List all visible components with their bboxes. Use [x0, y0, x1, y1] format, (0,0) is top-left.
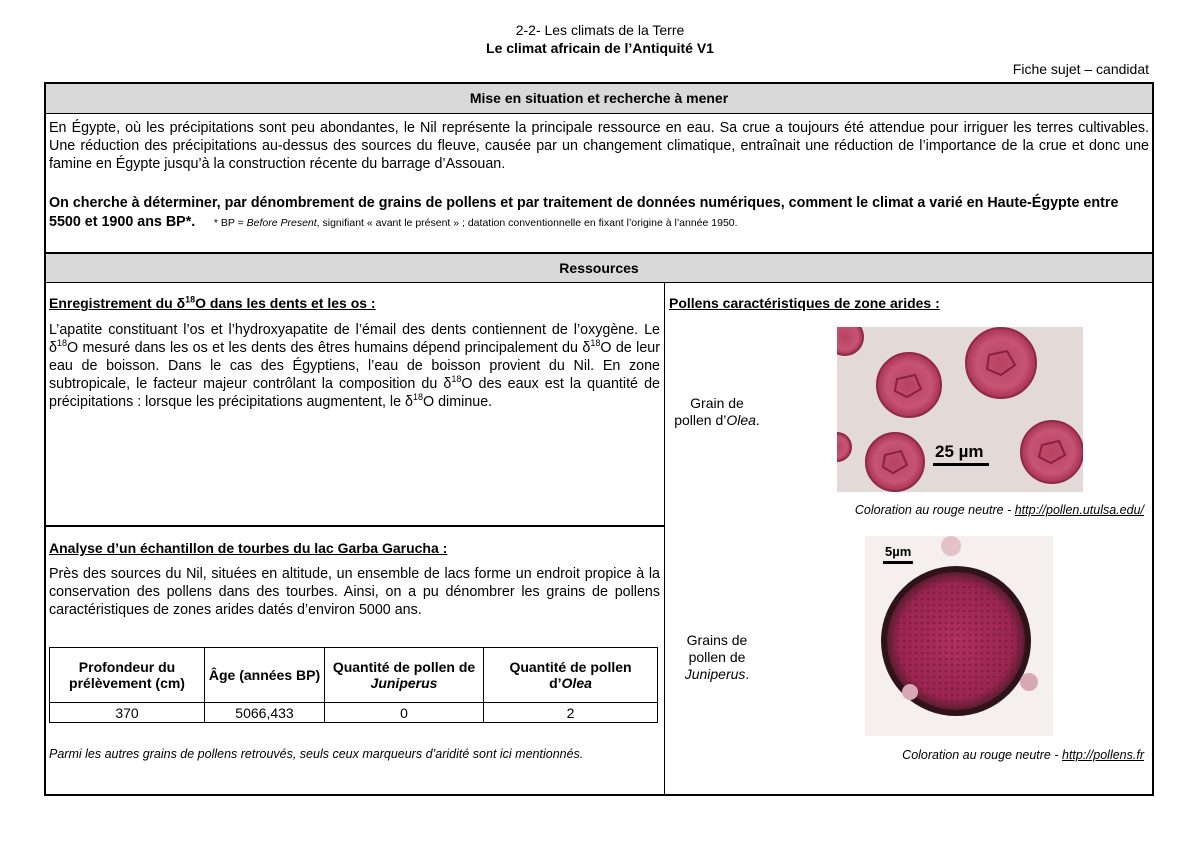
section-heading-ressources: Ressources [46, 252, 1152, 283]
olea-grain [866, 433, 924, 491]
olea-grain [1021, 421, 1083, 483]
juniperus-scale-label: 5µm [885, 544, 912, 559]
table-footnote: Parmi les autres grains de pollens retrouvés, seuls ceux marqueurs d’aridité sont ici mentionnés. [49, 747, 584, 761]
olea-pollen-micrograph [837, 327, 1083, 492]
olea-caption: Coloration au rouge neutre - http://pollen.utulsa.edu/ [854, 503, 1144, 517]
juniperus-label: Grains de pollen de Juniperus. [684, 632, 750, 682]
juniperus-scale-bar [883, 561, 913, 564]
analyse-section-title: Analyse d’un échantillon de tourbes du lac Garba Garucha : [49, 540, 448, 556]
juniperus-source-link[interactable]: http://pollens.fr [1062, 748, 1144, 762]
chapter-heading: 2-2- Les climats de la Terre [515, 22, 685, 38]
fiche-label: Fiche sujet – candidat [1012, 61, 1149, 77]
intro-paragraph: En Égypte, où les précipitations sont peu abondantes, le Nil représente la principale ressource en eau. Sa crue a toujours été attendue pour irriguer les terres cultivables. Une réduction des précipitations au-dessus des sources du fleuve, causée par un changement climatique, entraînait une réduction de l’importance de la crue et donc une famine en Égypte jusqu’à la construction récente du barrage d’Assouan. [49, 120, 1149, 172]
juniperus-pollen-micrograph [865, 536, 1053, 736]
col-olea: Quantité de pollen d’Olea [484, 648, 658, 703]
section-heading-mise-en-situation: Mise en situation et recherche à mener [46, 84, 1152, 114]
cell-juniperus: 0 [325, 703, 484, 723]
olea-grain [877, 353, 941, 417]
col-profondeur: Profondeur du prélèvement (cm) [50, 648, 205, 703]
analyse-paragraph: Près des sources du Nil, situées en altitude, un ensemble de lacs forme un endroit propice à la conservation des pollens dans des tourbes. Ainsi, on a pu dénombrer les grains de pollens caractéristiques de zones arides datés d’environ 5000 ans. [49, 566, 660, 618]
olea-scale-bar [933, 463, 989, 466]
pollens-section-title: Pollens caractéristiques de zone arides : [669, 295, 940, 311]
olea-scale-label: 25 µm [935, 442, 984, 461]
col-age: Âge (années BP) [205, 648, 325, 703]
bp-note: * BP = Before Present, signifiant « avant le présent » ; datation conventionnelle en fixant l’origine à l’année 1950. [213, 217, 738, 229]
pollen-count-table [49, 647, 658, 723]
column-divider [664, 282, 665, 796]
cell-profondeur: 370 [50, 703, 205, 723]
juniperus-caption: Coloration au rouge neutre - http://pollens.fr [902, 748, 1144, 762]
olea-source-link[interactable]: http://pollen.utulsa.edu/ [1014, 503, 1144, 517]
col-juniperus: Quantité de pollen de Juniperus [325, 648, 484, 703]
cell-olea: 2 [484, 703, 658, 723]
goal-paragraph [49, 194, 1149, 233]
delta-paragraph: L’apatite constituant l’os et l’hydroxyapatite de l’émail des dents contiennent de l’oxygène. Le $\delta^{18}O$ mesuré dans les os et les dents des êtres humains dépend principalement du $\delta^{18}O$ de leur eau de boisson. Dans le cas des Égyptiens, l’eau de boisson provient du Nil. En zone subtropicale, le facteur majeur contrôlant la composition du $\delta^{18}O$ des eaux est la quantité de précipitations : lorsque les précipitations augmentent, le $\delta^{18}O$ diminue. [49, 322, 660, 410]
olea-label: Grain de pollen d’Olea. [674, 395, 760, 428]
document-title: Le climat africain de l’Antiquité V1 [486, 40, 714, 56]
main-frame [44, 82, 1154, 796]
delta-section-title: Enregistrement du $\delta^{18}O$ dans les dents et les os : [49, 294, 376, 311]
olea-grain [966, 328, 1036, 398]
table-row [50, 703, 658, 723]
cell-age: 5066,433 [205, 703, 325, 723]
row-divider [46, 525, 664, 527]
table-header-row [50, 648, 658, 703]
goal-text: On cherche à déterminer, par dénombrement de grains de pollens et par traitement de données numériques, comment le climat a varié en Haute-Égypte entre 5500 et 1900 ans BP*. [49, 195, 1119, 230]
